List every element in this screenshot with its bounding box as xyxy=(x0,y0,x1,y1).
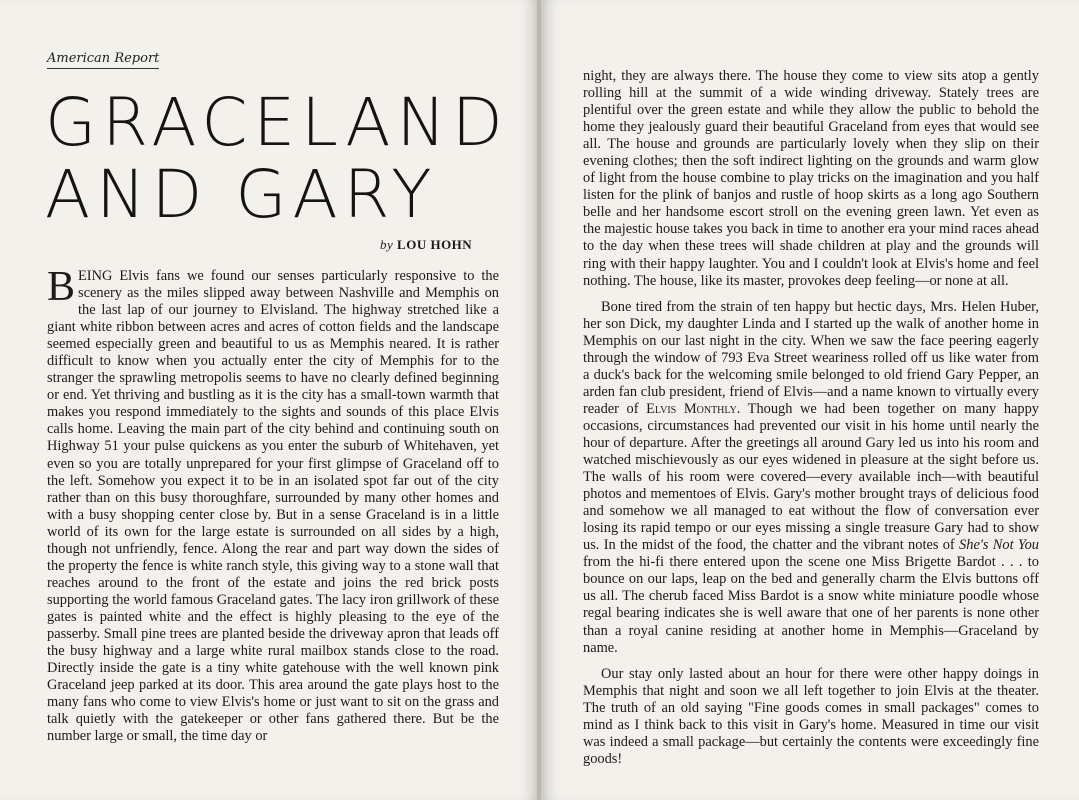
byline xyxy=(380,237,472,253)
article-title-line-1: GRACELAND xyxy=(45,84,509,161)
right-page xyxy=(541,0,1079,800)
article-title-line-2: AND GARY xyxy=(45,156,438,233)
paragraph-2 xyxy=(583,299,1039,657)
paragraph-3: Our stay only lasted about an hour for there were other happy doings in Memphis that night and soon we all left together to join Elvis at the theater. The truth of an old saying "Fine goods comes in small packages" comes to mind as I think back to this visit in Gary's home. Measured in time our visit was indeed a small package—but certainly the contents were exceedingly fine goods! xyxy=(583,665,1039,767)
section-label: American Report xyxy=(47,51,159,69)
paragraph-1-text: EING Elvis fans we found our senses particularly responsive to the scenery as the miles slipped away between Nashville and Memphis on the last lap of our journey to Elvisland. The highway stretched like a giant white ribbon between acres and acres of cotton fields and the landscape seemed especially green and beautiful to us as Memphis neared. It is rather difficult to know when you actually enter the city of Memphis for to the stranger the sprawling metropolis seems to have no clearly defined beginning or end. Yet thriving and bustling as it is the city has a small-town warmth that makes you respond immediately to the sights and sounds of this place Elvis calls home. Leaving the main part of the city behind and continuing south on Highway 51 your pulse quickens as you enter the suburb of Whitehaven, yet even so you are totally unprepared for your first glimpse of Graceland off to the left. Somehow you expect it to be in an isolated spot far out of the city rather than on this busy thoroughfare, surrounded by many other homes and with a busy shopping center close by. But in a sense Graceland is in a little world of its own for the large estate is surrounded on all sides by a high, though not unfriendly, fence. Along the rear and part way down the sides of the property the fence is white ranch style, this giving way to a stone wall that reaches around to the front of the estate and joins the red brick posts supporting the world famous Graceland gates. The lacy iron grillwork of these gates is painted white and the effect is highly pleasing to the eye of the passerby. Small pine trees are planted beside the driveway apron that leads off the busy highway and a large white rural mailbox stands close to the road. Directly inside the gate is a tiny white gatehouse with the well known pink Graceland jeep parked at its door. This area around the gate plays host to the many fans who come to view Elvis's home or just want to sit on the grass and talk quietly with the gatekeeper or other fans gathered there. But be the number large or small, the time day or xyxy=(47,268,499,745)
paragraph-1-opening xyxy=(47,264,499,745)
drop-cap: B xyxy=(47,264,76,310)
left-column-text xyxy=(47,264,499,745)
magazine-name: Elvis Monthly xyxy=(646,400,737,417)
paragraph-1-continued: night, they are always there. The house they come to view sits atop a gently rolling hill at the summit of a wide winding driveway. Stately trees are plentiful over the green estate and while they allow the public to behold the home they jealously guard their beautiful Graceland from eyes that would see all. The house and grounds are particularly lovely when they slip on their evening clothes; then the soft indirect lighting on the grounds and warm glow of light from the house combine to play tricks on the imagination and you half listen for the plink of banjos and rustle of hoop skirts as a long ago Southern belle and her handsome escort stroll on the evening green lawn. Yet even as the majestic house takes you back in time to another era your mind races ahead to the day when these trees will shade children at play and the grounds will ring with their happy laughter. You and I couldn't look at Elvis's home and feel nothing. The house, like its master, provokes deep feeling—or none at all. xyxy=(583,68,1039,289)
right-column-text xyxy=(583,68,1039,768)
byline-prefix: by xyxy=(380,237,394,252)
paragraph-2-part-c: from the hi-fi there entered upon the scene one Miss Brigette Bardot . . . to bounce on our laps, leap on the bed and generally charm the Elvis buttons off us all. The cherub faced Miss Bardot is a snow white miniature poodle whose regal bearing indicates she is well aware that one of her parents is none other than a royal canine residing at another home in Memphis—Graceland by name. xyxy=(583,554,1039,656)
paragraph-2-part-a: Bone tired from the strain of ten happy but hectic days, Mrs. Helen Huber, her son Dick, my daughter Linda and I started up the walk of another home in Memphis on our last night in the city. When we saw the face peering eagerly through the window of 793 Eva Street weariness rolled off us like water from a duck's back for the welcoming smile belonged to old friend Gary Pepper, an arden fan club president, friend of Elvis—and a name known to virtually every reader of xyxy=(583,298,1039,417)
song-title: She's Not You xyxy=(959,537,1039,554)
left-page xyxy=(0,0,538,800)
byline-author: LOU HOHN xyxy=(397,237,473,252)
paragraph-2-part-b: . Though we had been together on many happy occasions, circumstances had prevented our visit in his home until nearly the hour of departure. After the greetings all around Gary led us into his room and watched mischievously as our eyes widened in pleasure at the sight before us. The walls of his room were covered—every available inch—with beautiful photos and mementoes of Elvis. Gary's mother brought trays of delicious food and somehow we all managed to eat without the flow of conversation ever losing its rapid tempo or our eyes missing a single treasure Gary had to show us. In the midst of the food, the chatter and the vibrant notes of xyxy=(583,400,1039,554)
